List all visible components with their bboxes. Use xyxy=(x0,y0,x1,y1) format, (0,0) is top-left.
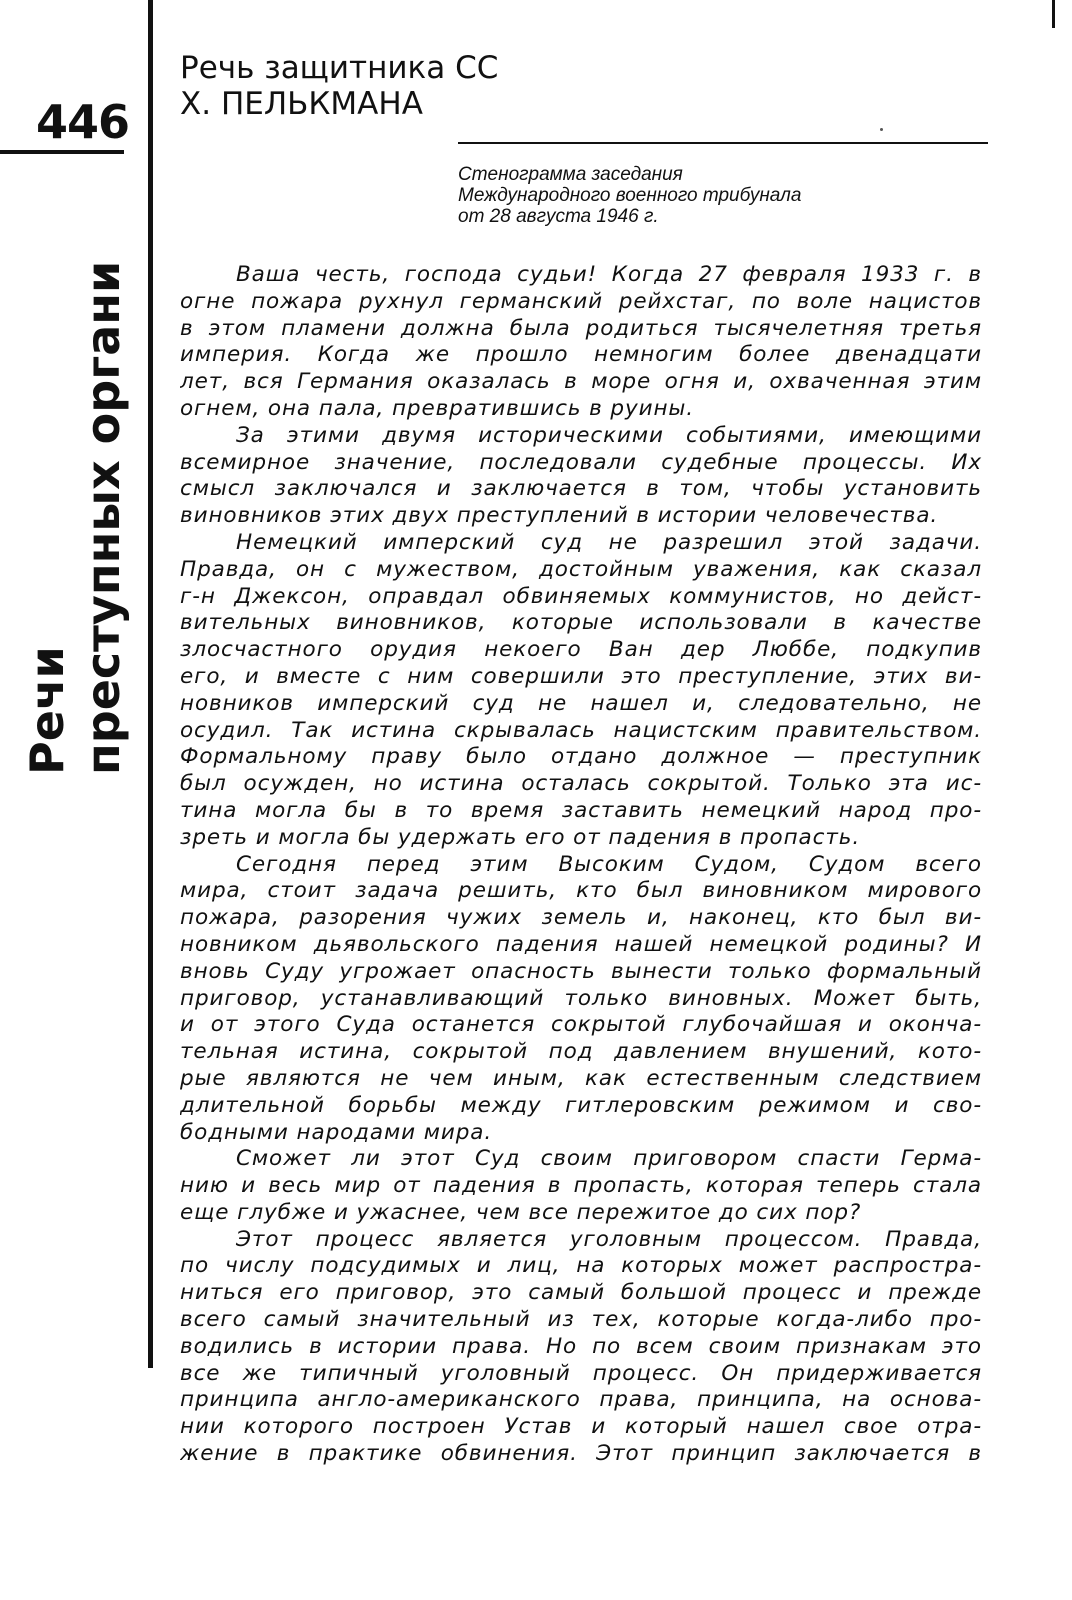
body-line: Сможет ли этот Суд своим приговором спасти Герма- xyxy=(236,1146,982,1172)
body-line: пожара, разорения чужих земель и, наконец, кто был ви- xyxy=(180,905,982,931)
body-line: все же типичный уголовный процесс. Он придерживается xyxy=(180,1360,982,1386)
page-number-rule xyxy=(0,150,124,154)
body-text xyxy=(180,262,982,1468)
body-line: Формальному праву было отдано должное — преступник xyxy=(180,744,982,770)
body-line: зреть и могла бы удержать его от падения в пропасть. xyxy=(180,824,861,850)
body-line: злосчастного орудия некоего Ван дер Люббе, подкупив xyxy=(180,637,982,663)
body-line: был осужден, но истина осталась сокрытой. Только эта ис- xyxy=(180,771,982,797)
body-line: нию и весь мир от падения в пропасть, которая теперь стала xyxy=(180,1173,982,1199)
source-line-3: от 28 августа 1946 г. xyxy=(458,206,659,227)
title-line-1: Речь защитника СС xyxy=(180,50,499,86)
source-line-1: Стенограмма заседания xyxy=(458,164,683,185)
margin-divider xyxy=(148,0,153,1368)
body-line: Правда, он с мужеством, достойным уважения, как сказал xyxy=(180,556,982,582)
body-line: Немецкий имперский суд не разрешил этой задачи. xyxy=(236,529,982,555)
running-head-line-1: Речи xyxy=(20,646,74,775)
body-line: огнем, она пала, превратившись в руины. xyxy=(180,395,695,421)
body-line: рые являются не чем иным, как естественным следствием xyxy=(180,1065,982,1091)
article-title xyxy=(180,50,498,122)
body-line: Ваша честь, господа судьи! Когда 27 февраля 1933 г. в xyxy=(236,262,982,287)
body-line: огне пожара рухнул германский рейхстаг, по воле нацистов xyxy=(180,288,982,314)
corner-mark xyxy=(1052,0,1055,28)
body-line: всего самый значительный из тех, которые когда-либо про- xyxy=(180,1307,982,1333)
body-line: водились в истории права. Но по всем своим признакам это xyxy=(180,1333,982,1359)
body-line: жение в практике обвинения. Этот принцип заключается в xyxy=(180,1441,982,1467)
body-line: вительных виновников, которые использовали в качестве xyxy=(180,610,982,636)
body-line: виновников этих двух преступлений в истории человечества. xyxy=(180,503,939,529)
body-line: тина могла бы в то время заставить немецкий народ про- xyxy=(180,797,982,823)
body-line: его, и вместе с ним совершили это преступление, этих ви- xyxy=(180,663,982,689)
speck xyxy=(880,128,883,131)
body-line: ниться его приговор, это самый большой процесс и прежде xyxy=(180,1280,982,1306)
body-line: новником дьявольского падения нашей немецкой родины? И xyxy=(180,931,982,957)
source-note xyxy=(458,164,801,227)
title-rule xyxy=(458,142,988,144)
body-line: лет, вся Германия оказалась в море огня и, охваченная этим xyxy=(180,369,982,395)
body-line: За этими двумя историческими событиями, имеющими xyxy=(236,422,982,448)
body-line: осудил. Так истина скрывалась нацистским правительством. xyxy=(180,717,982,743)
body-line: длительной борьбы между гитлеровским режимом и сво- xyxy=(180,1092,982,1118)
body-line: в этом пламени должна была родиться тысячелетняя третья xyxy=(180,315,982,341)
body-line: вновь Суду угрожает опасность вынести только формальный xyxy=(180,958,982,984)
body-line: мира, стоит задача решить, кто был виновником мирового xyxy=(180,878,982,904)
body-line: империя. Когда же прошло немногим более двенадцати xyxy=(180,342,982,368)
source-line-2: Международного военного трибунала xyxy=(458,185,802,206)
body-line: бодными народами мира. xyxy=(180,1119,493,1145)
body-line: тельная истина, сокрытой под давлением внушений, кото- xyxy=(180,1039,982,1065)
body-line: г-н Джексон, оправдал обвиняемых коммунистов, но дейст- xyxy=(180,583,982,609)
body-line: приговор, устанавливающий только виновных. Может быть, xyxy=(180,985,982,1011)
body-line: Сегодня перед этим Высоким Судом, Судом всего xyxy=(236,851,982,877)
page-number: 446 xyxy=(36,95,130,149)
running-head-line-2: преступных органи xyxy=(76,260,130,775)
title-line-2: Х. ПЕЛЬКМАНА xyxy=(180,86,423,122)
body-line: еще глубже и ужаснее, чем все пережитое до сих пор? xyxy=(180,1199,862,1225)
body-line: принципа англо-американского права, принципа, на основа- xyxy=(180,1387,982,1413)
body-line: Этот процесс является уголовным процессом. Правда, xyxy=(236,1226,982,1252)
body-line: всемирное значение, последовали судебные процессы. Их xyxy=(180,449,982,475)
body-line: по числу подсудимых и лиц, на которых может распростра- xyxy=(180,1253,982,1279)
body-line: новников имперский суд не нашел и, следовательно, не xyxy=(180,690,982,716)
body-line: и от этого Суда останется сокрытой глубочайшая и оконча- xyxy=(180,1012,982,1038)
page-margin xyxy=(0,0,152,1600)
body-line: нии которого построен Устав и который нашел свое отра- xyxy=(180,1414,982,1440)
body-line: смысл заключался и заключается в том, чтобы установить xyxy=(180,476,982,502)
